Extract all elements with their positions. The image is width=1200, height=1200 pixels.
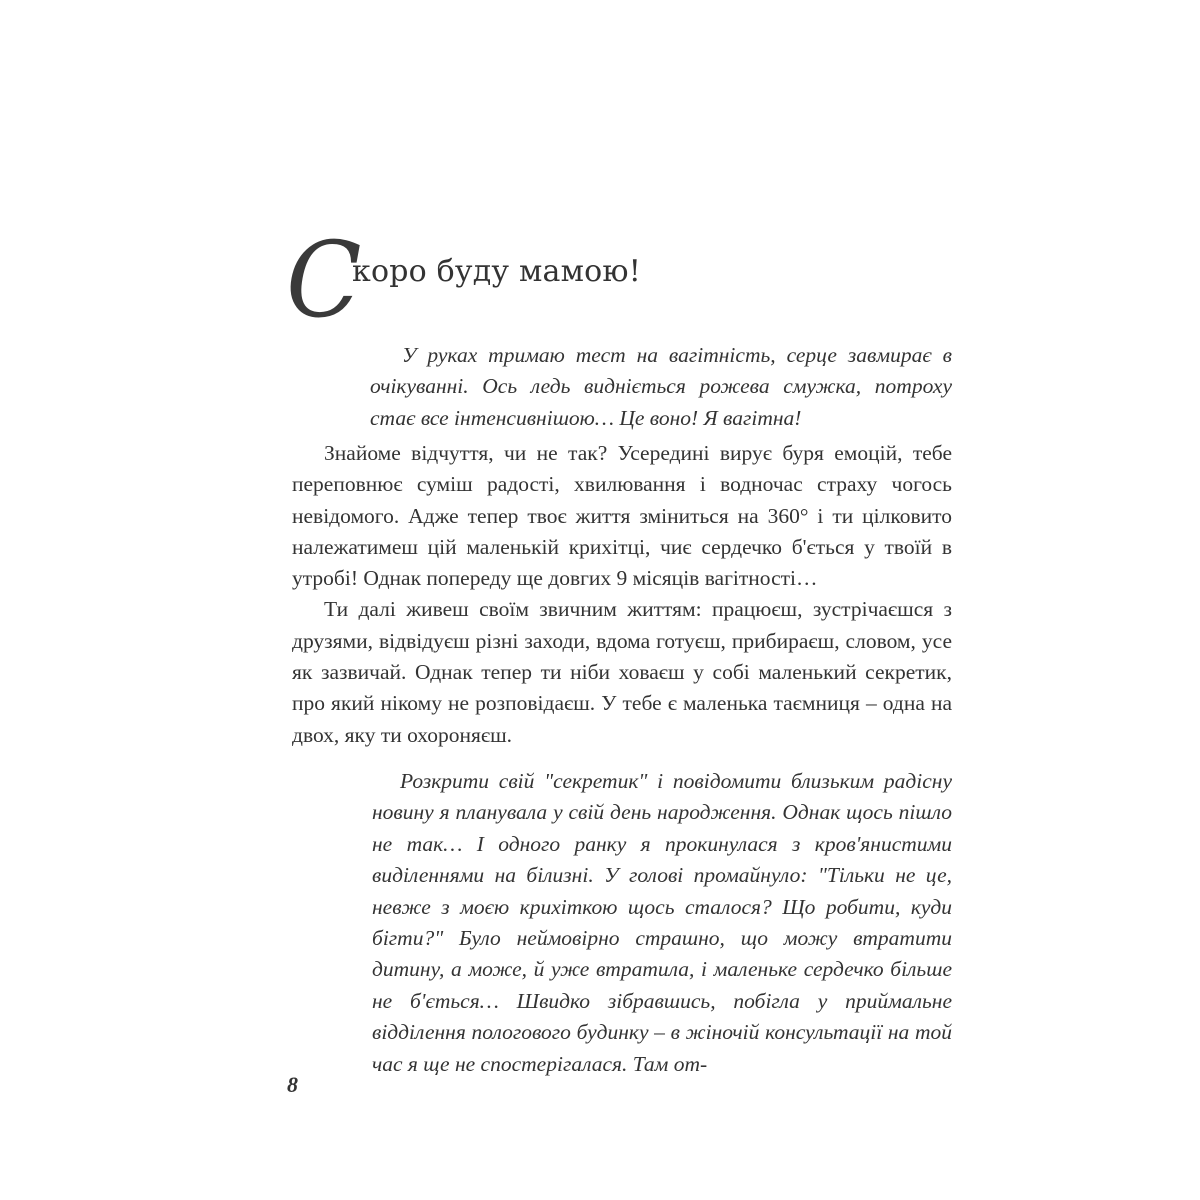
title-text: коро буду мамою! bbox=[352, 254, 641, 289]
paragraph-2: Ти далі живеш своїм звичним життям: працюєш, зустрічаєшся з друзями, відвідуєш різні заходи, вдома готуєш, прибираєш, словом, усе як зазвичай. Однак тепер ти ніби ховаєш у собі маленький секретик, про який нікому не розповідаєш. У тебе є маленька таємниця – одна на двох, яку ти охороняєш. bbox=[292, 597, 952, 747]
title-drop-cap: С bbox=[286, 219, 362, 341]
quote-block bbox=[372, 766, 952, 1080]
quote-text: Розкрити свій "секретик" і повідомити близьким радісну новину я планувала у свій день народження. Однак щось пішло не так… І одного ранку я прокинулася з кров'янистими виділеннями на білизні. У голові промайнуло: "Тільки не це, невже з моєю крихіткою щось сталося? Що робити, куди бігти?" Було неймовірно страшно, що можу втратити дитину, а може, й уже втратила, і маленьке сердечко більше не б'ється… Швидко зібравшись, побігла у приймальне відділення пологового будинку – в жіночій консультації на той час я ще не спостерігалася. Там от- bbox=[372, 769, 952, 1076]
body-text bbox=[292, 438, 952, 751]
epigraph-text: У руках тримаю тест на вагітність, серце завмирає в очікуванні. Ось ледь видніється рожева смужка, потроху стає все інтенсивнішою… Це воно! Я вагітна! bbox=[370, 343, 952, 430]
page-number: 8 bbox=[287, 1072, 298, 1097]
epigraph bbox=[370, 340, 952, 434]
paragraph-1: Знайоме відчуття, чи не так? Усередині вирує буря емоцій, тебе переповнює суміш радості, хвилювання і водночас страху чогось невідомого. Адже тепер твоє життя зміниться на 360° і ти цілковито належатимеш цій маленькій крихітці, чиє сердечко б'ється у твоїй в утробі! Однак попереду ще довгих 9 місяців вагітності… bbox=[292, 441, 952, 591]
